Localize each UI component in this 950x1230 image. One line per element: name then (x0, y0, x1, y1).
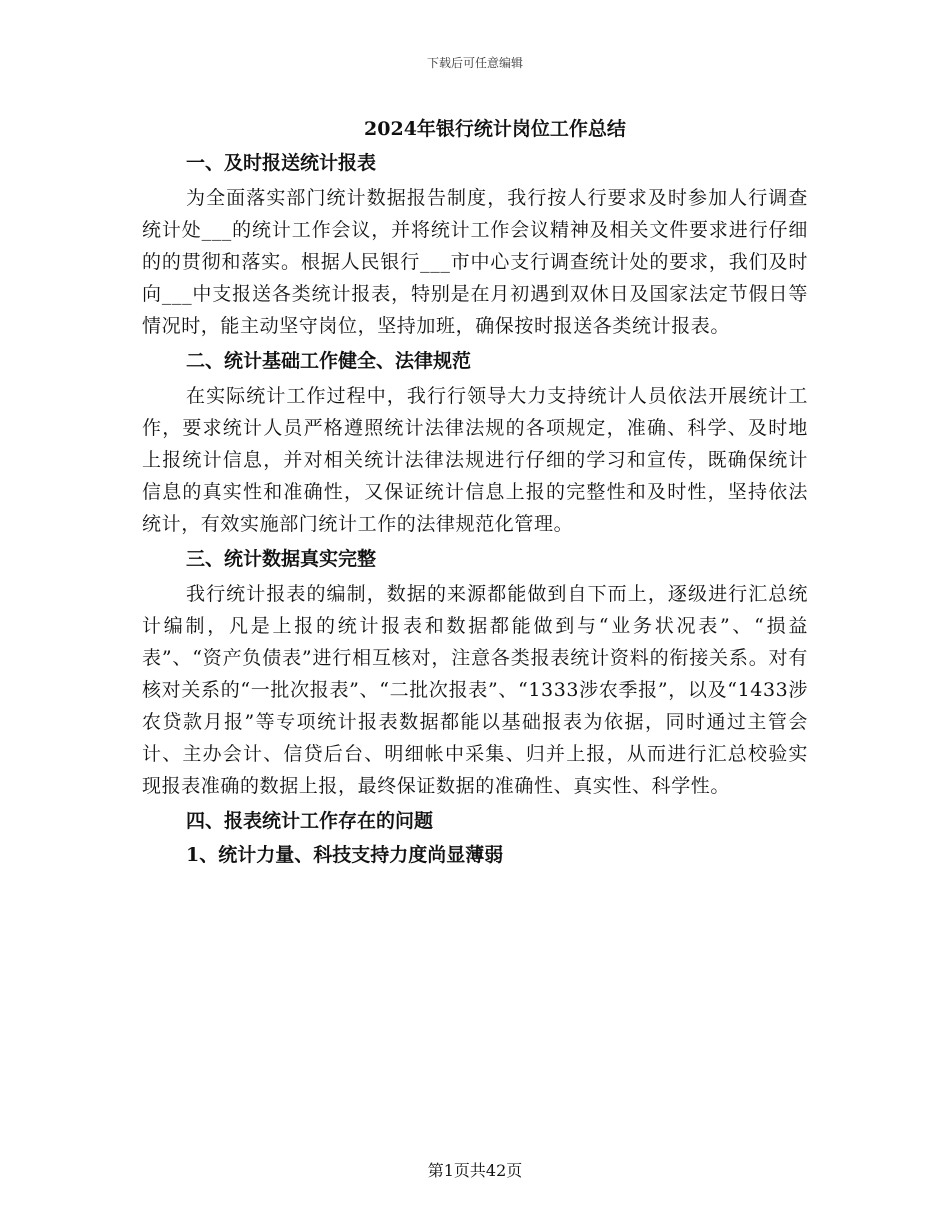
section-heading: 二、统计基础工作健全、法律规范 (186, 350, 472, 372)
section-3 (142, 542, 808, 802)
section-5 (142, 838, 808, 872)
section-heading: 一、及时报送统计报表 (186, 152, 377, 174)
section-paragraph: 我行统计报表的编制，数据的来源都能做到自下而上，逐级进行汇总统计编制，凡是上报的统计报表和数据都能做到与“业务状况表”、“损益表”、“资产负债表”进行相互核对，注意各类报表统计资料的衔接关系。对有核对关系的“一批次报表”、“二批次报表”、“1333涉农季报”，以及“1433涉农贷款月报”等专项统计报表数据都能以基础报表为依据，同时通过主管会计、主办会计、信贷后台、明细帐中采集、归并上报，从而进行汇总校验实现报表准确的数据上报，最终保证数据的准确性、真实性、科学性。 (142, 583, 808, 797)
section-4 (142, 804, 808, 838)
page-footer: 第1页共42页 (427, 1161, 523, 1180)
document-title: 2024年银行统计岗位工作总结 (364, 118, 626, 140)
section-heading: 四、报表统计工作存在的问题 (186, 810, 434, 832)
section-heading: 1、统计力量、科技支持力度尚显薄弱 (186, 844, 504, 866)
section-paragraph: 在实际统计工作过程中，我行行领导大力支持统计人员依法开展统计工作，要求统计人员严格遵照统计法律法规的各项规定，准确、科学、及时地上报统计信息，并对相关统计法律法规进行仔细的学习和宣传，既确保统计信息的真实性和准确性，又保证统计信息上报的完整性和及时性，坚持依法统计，有效实施部门统计工作的法律规范化管理。 (142, 385, 808, 535)
section-paragraph: 为全面落实部门统计数据报告制度，我行按人行要求及时参加人行调查统计处___的统计工作会议，并将统计工作会议精神及相关文件要求进行仔细的的贯彻和落实。根据人民银行___市中心支行调查统计处的要求，我们及时向___中支报送各类统计报表，特别是在月初遇到双休日及国家法定节假日等情况时，能主动坚守岗位，坚持加班，确保按时报送各类统计报表。 (142, 187, 808, 337)
header-note: 下载后可任意编辑 (426, 56, 523, 70)
section-1 (142, 146, 808, 342)
document-body (142, 112, 808, 872)
section-heading: 三、统计数据真实完整 (186, 548, 377, 570)
section-2 (142, 344, 808, 540)
